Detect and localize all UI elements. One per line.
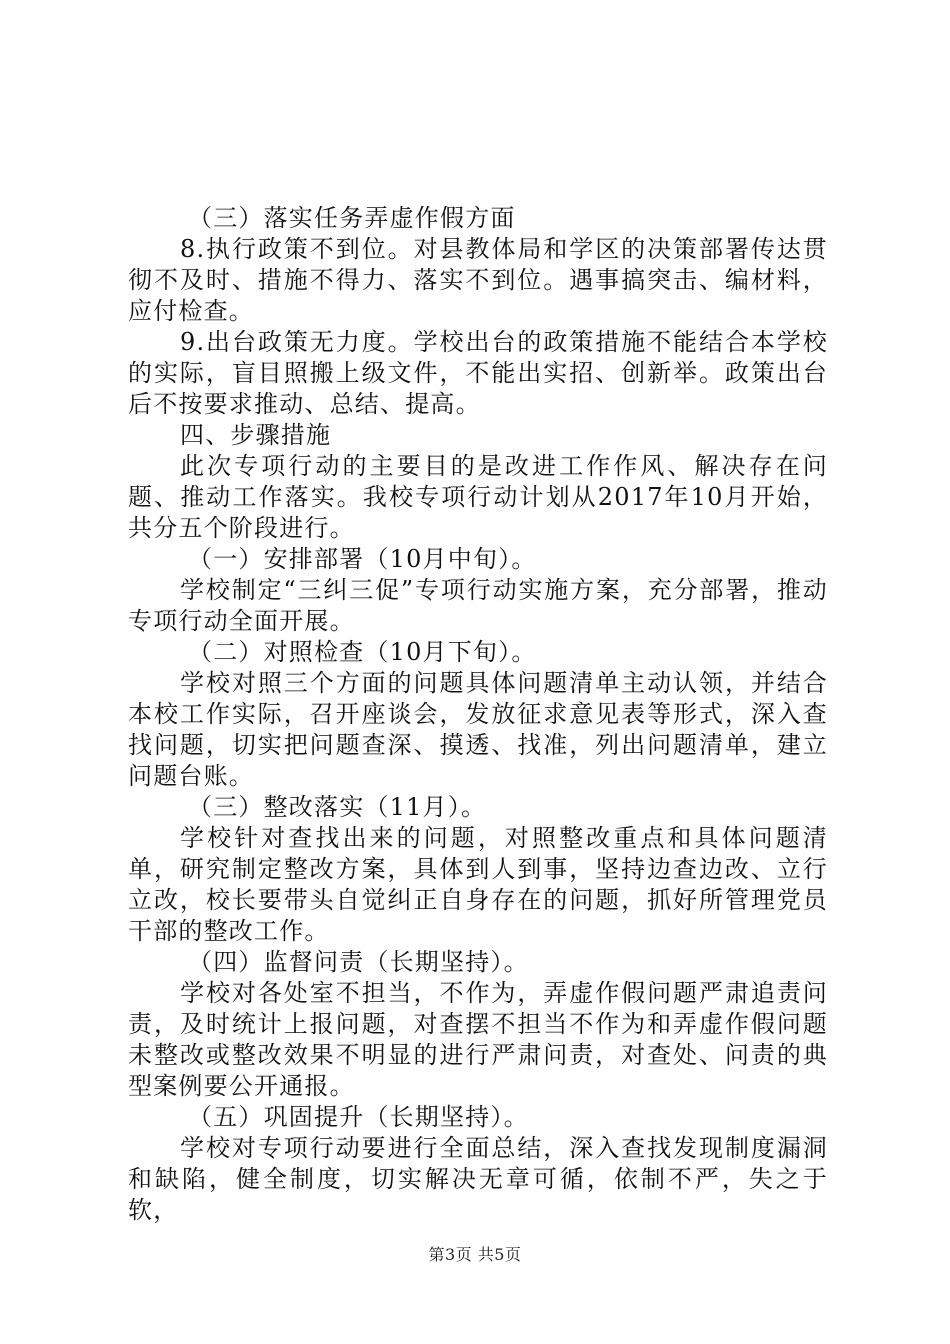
document-body [128, 203, 828, 1226]
body-paragraph: 学校针对查找出来的问题，对照整改重点和具体问题清单，研究制定整改方案，具体到人到事，坚持边查边改、立行立改，校长要带头自觉纠正自身存在的问题，抓好所管理党员干部的整改工作。 [128, 824, 828, 945]
section-heading: （三）整改落实（11月）。 [188, 793, 487, 821]
body-paragraph: 此次专项行动的主要目的是改进工作作风、解决存在问题、推动工作落实。我校专项行动计划从2017年10月开始，共分五个阶段进行。 [128, 452, 828, 542]
section-heading: （二）对照检查（10月下旬）。 [188, 638, 537, 666]
body-paragraph: 学校制定“三纠三促”专项行动实施方案，充分部署，推动专项行动全面开展。 [128, 576, 828, 635]
body-paragraph: 学校对专项行动要进行全面总结，深入查找发现制度漏洞和缺陷，健全制度，切实解决无章可循，依制不严，失之于软， [128, 1134, 828, 1224]
body-paragraph: 学校对照三个方面的问题具体问题清单主动认领，并结合本校工作实际，召开座谈会，发放征求意见表等形式，深入查找问题，切实把问题查深、摸透、找准，列出问题清单，建立问题台账。 [128, 669, 828, 790]
page-footer: 第3页 共5页 [428, 1245, 522, 1264]
body-paragraph: 8.执行政策不到位。对县教体局和学区的决策部署传达贯彻不及时、措施不得力、落实不到位。遇事搞突击、编材料，应付检查。 [128, 235, 828, 325]
body-paragraph: 学校对各处室不担当，不作为，弄虚作假问题严肃追责问责，及时统计上报问题，对查摆不担当不作为和弄虚作假问题未整改或整改效果不明显的进行严肃问责，对查处、问责的典型案例要公开通报。 [128, 979, 828, 1100]
body-paragraph: 9.出台政策无力度。学校出台的政策措施不能结合本学校的实际，盲目照搬上级文件，不能出实招、创新举。政策出台后不按要求推动、总结、提高。 [128, 328, 828, 418]
body-paragraph: 四、步骤措施 [180, 421, 332, 449]
section-heading: （三）落实任务弄虚作假方面 [188, 204, 516, 232]
section-heading: （四）监督问责（长期坚持）。 [188, 948, 529, 976]
section-heading: （五）巩固提升（长期坚持）。 [188, 1103, 529, 1131]
section-heading: （一）安排部署（10月中旬）。 [188, 545, 537, 573]
